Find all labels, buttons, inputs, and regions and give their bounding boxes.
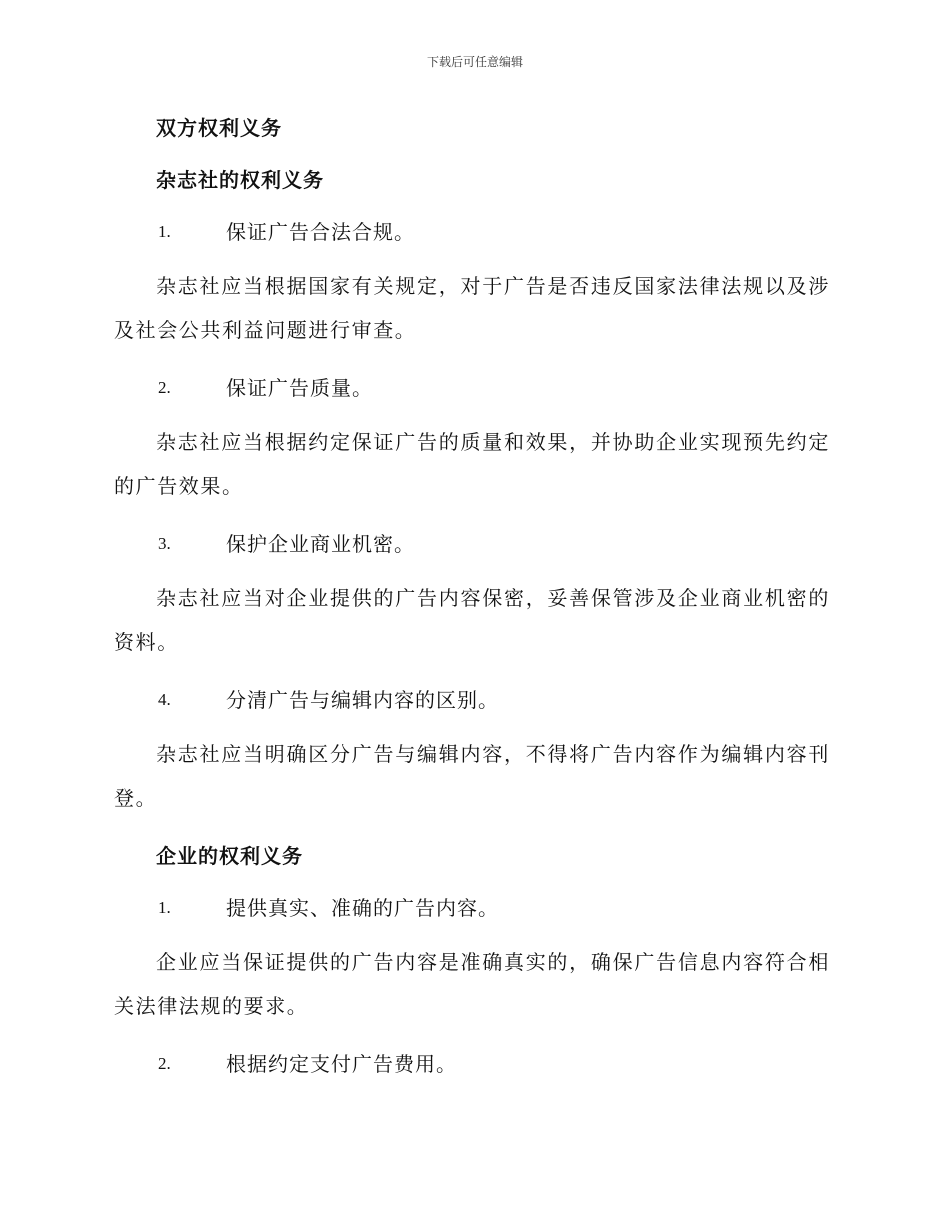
magazine-item-1-body: 杂志社应当根据国家有关规定，对于广告是否违反国家法律法规以及涉及社会公共利益问题进行审查。 bbox=[114, 274, 830, 342]
enterprise-item-2 bbox=[114, 1044, 830, 1084]
magazine-item-1 bbox=[114, 212, 830, 252]
magazine-item-4 bbox=[114, 680, 830, 720]
magazine-item-3 bbox=[114, 524, 830, 564]
item-number: 2. bbox=[158, 378, 171, 397]
item-number: 2. bbox=[158, 1054, 171, 1073]
item-title: 根据约定支付广告费用。 bbox=[226, 1052, 457, 1076]
document-title: 双方权利义务 bbox=[156, 116, 282, 140]
item-title: 保证广告质量。 bbox=[226, 376, 373, 400]
enterprise-item-1 bbox=[114, 888, 830, 928]
magazine-item-4-body: 杂志社应当明确区分广告与编辑内容，不得将广告内容作为编辑内容刊登。 bbox=[114, 742, 830, 810]
item-title: 保护企业商业机密。 bbox=[226, 532, 415, 556]
enterprise-section-heading: 企业的权利义务 bbox=[156, 844, 303, 868]
item-number: 3. bbox=[158, 534, 171, 553]
magazine-item-3-body: 杂志社应当对企业提供的广告内容保密，妥善保管涉及企业商业机密的资料。 bbox=[114, 586, 830, 654]
item-title: 分清广告与编辑内容的区别。 bbox=[226, 688, 499, 712]
enterprise-item-1-body: 企业应当保证提供的广告内容是准确真实的，确保广告信息内容符合相关法律法规的要求。 bbox=[114, 950, 830, 1018]
magazine-section-heading: 杂志社的权利义务 bbox=[156, 168, 324, 192]
item-number: 1. bbox=[158, 898, 171, 917]
document-body bbox=[114, 108, 830, 1096]
item-number: 4. bbox=[158, 690, 171, 709]
page-header-note: 下载后可任意编辑 bbox=[426, 55, 523, 69]
magazine-item-2-body: 杂志社应当根据约定保证广告的质量和效果，并协助企业实现预先约定的广告效果。 bbox=[114, 430, 830, 498]
item-number: 1. bbox=[158, 222, 171, 241]
magazine-item-2 bbox=[114, 368, 830, 408]
item-title: 提供真实、准确的广告内容。 bbox=[226, 896, 499, 920]
item-title: 保证广告合法合规。 bbox=[226, 220, 415, 244]
